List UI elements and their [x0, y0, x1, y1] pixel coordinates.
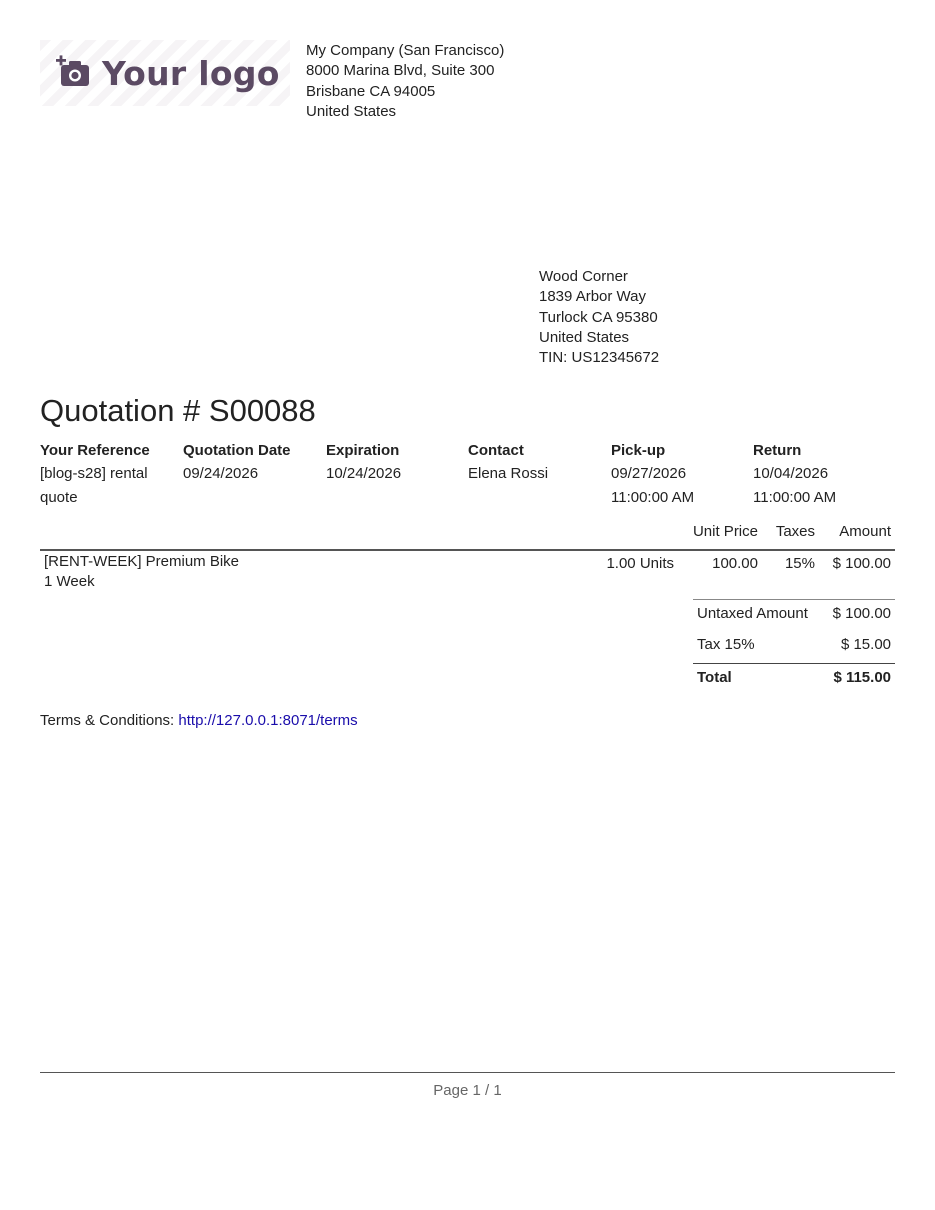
- customer-tin: TIN: US12345672: [539, 349, 660, 367]
- customer-city: Turlock CA 95380: [539, 308, 658, 326]
- customer-address: [539, 267, 659, 368]
- camera-plus-icon: [56, 55, 92, 91]
- total-label: Total: [697, 669, 732, 686]
- info-label: Expiration: [326, 442, 400, 459]
- line-description: [RENT-WEEK] Premium Bike: [44, 553, 240, 570]
- info-label: Your Reference: [40, 442, 150, 459]
- company-logo: [40, 40, 290, 106]
- info-label: Pick-up: [611, 442, 666, 459]
- page-number: Page 1 / 1: [433, 1082, 502, 1099]
- info-label: Contact: [468, 442, 524, 459]
- header-taxes: Taxes: [775, 523, 815, 540]
- info-value: 09/24/2026: [183, 465, 259, 482]
- company-city: Brisbane CA 94005: [306, 82, 436, 100]
- terms-link[interactable]: http://127.0.0.1:8071/terms: [178, 712, 358, 729]
- tax-label: Tax 15%: [697, 636, 755, 653]
- info-value: 09/27/2026 11:00:00 AM: [611, 465, 695, 506]
- terms-conditions: [40, 712, 358, 729]
- info-value: 10/04/2026 11:00:00 AM: [753, 465, 837, 506]
- customer-name: Wood Corner: [539, 268, 628, 285]
- info-expiration: [326, 441, 456, 486]
- info-value: 10/24/2026: [326, 465, 402, 482]
- info-label: Quotation Date: [183, 442, 291, 459]
- tax-value: $ 15.00: [840, 636, 891, 653]
- header-unit-price: Unit Price: [692, 523, 758, 540]
- customer-street: 1839 Arbor Way: [539, 288, 646, 306]
- info-contact: [468, 441, 598, 486]
- line-unit-price: 100.00: [712, 555, 758, 572]
- info-return: [753, 441, 858, 510]
- info-value: Elena Rossi: [468, 465, 549, 482]
- line-amount: $ 100.00: [832, 555, 891, 572]
- logo-text: Your logo: [102, 53, 280, 93]
- untaxed-label: Untaxed Amount: [697, 605, 808, 622]
- line-taxes: 15%: [784, 555, 815, 572]
- company-address: [306, 41, 504, 122]
- info-label: Return: [753, 442, 802, 459]
- total-value: $ 115.00: [833, 669, 891, 686]
- footer-rule: [40, 1072, 895, 1073]
- totals-top-rule: [693, 599, 895, 600]
- company-name: My Company (San Francisco): [306, 42, 505, 59]
- customer-country: United States: [539, 328, 630, 346]
- table-header-rule: [40, 549, 895, 551]
- line-quantity: 1.00 Units: [606, 555, 674, 572]
- line-sub-description: 1 Week: [44, 573, 95, 590]
- header-amount: Amount: [839, 523, 891, 540]
- info-value: [blog-s28] rental quote: [40, 465, 148, 506]
- company-country: United States: [306, 102, 397, 120]
- untaxed-value: $ 100.00: [832, 605, 891, 622]
- info-pickup: [611, 441, 716, 510]
- info-reference: [40, 441, 172, 510]
- info-quotation-date: [183, 441, 313, 486]
- total-rule: [693, 663, 895, 664]
- page-title: Quotation # S00088: [40, 393, 316, 428]
- company-street: 8000 Marina Blvd, Suite 300: [306, 62, 495, 80]
- terms-label: Terms & Conditions:: [40, 712, 175, 729]
